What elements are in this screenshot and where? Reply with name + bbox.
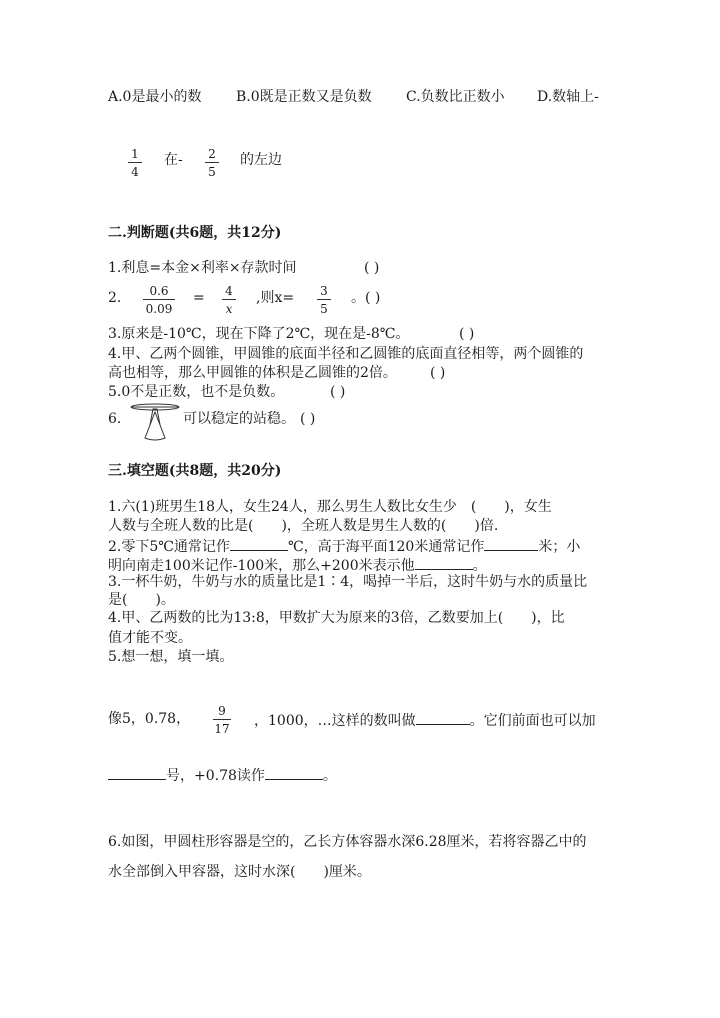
s3-q2-text-a: 2.零下5℃通常记作 — [108, 539, 230, 555]
section2-heading: 二.判断题(共6题，共12分) — [108, 225, 282, 241]
s2-q3-answer-paren[interactable]: ( ) — [459, 326, 475, 342]
s2-q6-answer-paren[interactable]: ( ) — [300, 411, 316, 427]
s2-q5-answer-paren[interactable]: ( ) — [330, 384, 346, 400]
s3-question-3-line1: 3.一杯牛奶，牛奶与水的质量比是1∶4，喝掉一半后，这时牛奶与水的质量比 — [108, 574, 588, 590]
s3-q2-text-d: 明向南走100米记作-100米，那么+200米表示他 — [108, 558, 415, 574]
fraction-one-quarter: 1 4 — [128, 147, 142, 179]
choice-option-d: D.数轴上- — [537, 89, 599, 105]
fraction-0.6-over-0.09: 0.6 0.09 — [143, 284, 175, 316]
s3-question-1-line1: 1.六(1)班男生18人，女生24人，那么男生人数比女生少 ( )，女生 — [108, 499, 552, 515]
s3-q2-text-e: 。 — [472, 558, 487, 574]
s3-q5-blank-3[interactable] — [265, 765, 323, 780]
s3-q5-line2 — [108, 765, 337, 785]
fraction-three-fifths: 3 5 — [317, 284, 331, 316]
s2-question-5: 5.0不是正数，也不是负数。 — [108, 384, 285, 400]
funnel-stand-figure-icon — [128, 400, 182, 444]
s3-question-1-line2: 人数与全班人数的比是( )，全班人数是男生人数的( )倍. — [108, 518, 499, 534]
s3-q5-blank-1[interactable] — [416, 710, 470, 725]
choice-d-tail-text: 的左边 — [240, 152, 282, 168]
s3-q5-text-c: 。它们前面也可以加 — [469, 713, 596, 729]
s3-q5-text-d: 号，+0.78读作 — [166, 768, 265, 784]
s2-q2-answer-paren[interactable]: 。( ) — [351, 290, 381, 306]
choice-option-a: A.0是最小的数 — [108, 89, 202, 105]
s3-question-6-line1: 6.如图，甲圆柱形容器是空的，乙长方体容器水深6.28厘米，若将容器乙中的 — [108, 834, 587, 850]
s3-question-4-line2: 值才能不变。 — [108, 630, 192, 646]
fraction-4-over-x: 4 x — [222, 284, 236, 316]
choice-d-mid-text: 在- — [164, 152, 183, 168]
s3-q2-blank-1[interactable] — [230, 536, 288, 551]
s2-question-4-line2: 高也相等，那么甲圆锥的体积是乙圆锥的2倍。 — [108, 365, 397, 381]
s2-q2-label: 2. — [108, 290, 122, 306]
s3-q5-text-a: 像5，0.78， — [108, 711, 191, 727]
fraction-two-fifths: 2 5 — [205, 147, 219, 179]
s2-q2-mid-text: ,则x= — [256, 290, 295, 306]
s3-question-4-line1: 4.甲、乙两数的比为13:8，甲数扩大为原来的3倍，乙数要加上( )，比 — [108, 610, 565, 626]
s2-q6-label: 6. — [108, 411, 122, 427]
s3-q2-blank-3[interactable] — [415, 555, 473, 570]
fraction-9-over-17: 9 17 — [214, 704, 230, 736]
s2-q1-answer-paren[interactable]: ( ) — [364, 260, 380, 276]
s3-question-6-line2: 水全部倒入甲容器，这时水深( )厘米。 — [108, 864, 371, 880]
s2-q4-answer-paren[interactable]: ( ) — [430, 365, 446, 381]
s3-q5-text-e: 。 — [322, 768, 337, 784]
s2-question-1: 1.利息=本金×利率×存款时间 — [108, 260, 297, 276]
s3-question-2-line1 — [108, 536, 580, 556]
section3-heading: 三.填空题(共8题，共20分) — [108, 463, 282, 479]
s3-q5-blank-2[interactable] — [108, 765, 166, 780]
s3-q5-text-b: ，1000，…这样的数叫做 — [254, 713, 416, 729]
choice-option-c: C.负数比正数小 — [406, 89, 505, 105]
s3-q2-text-b: ℃，高于海平面120米通常记作 — [287, 539, 485, 555]
s2-question-6-text: 可以稳定的站稳。 — [183, 411, 295, 427]
s2-question-3: 3.原来是-10℃，现在下降了2℃，现在是-8℃。 — [108, 326, 410, 342]
s2-q2-equals: = — [193, 290, 205, 306]
s3-question-5: 5.想一想，填一填。 — [108, 649, 234, 665]
s3-q5-line1 — [254, 710, 596, 730]
s3-q2-text-c: 米；小 — [538, 539, 581, 555]
choice-option-b: B.0既是正数又是负数 — [236, 89, 372, 105]
s3-q2-blank-2[interactable] — [484, 536, 538, 551]
s3-question-3-line2: 是( )。 — [108, 592, 175, 608]
s2-question-4-line1: 4.甲、乙两个圆锥，甲圆锥的底面半径和乙圆锥的底面直径相等，两个圆锥的 — [108, 346, 584, 362]
s3-question-2-line2 — [108, 555, 487, 575]
